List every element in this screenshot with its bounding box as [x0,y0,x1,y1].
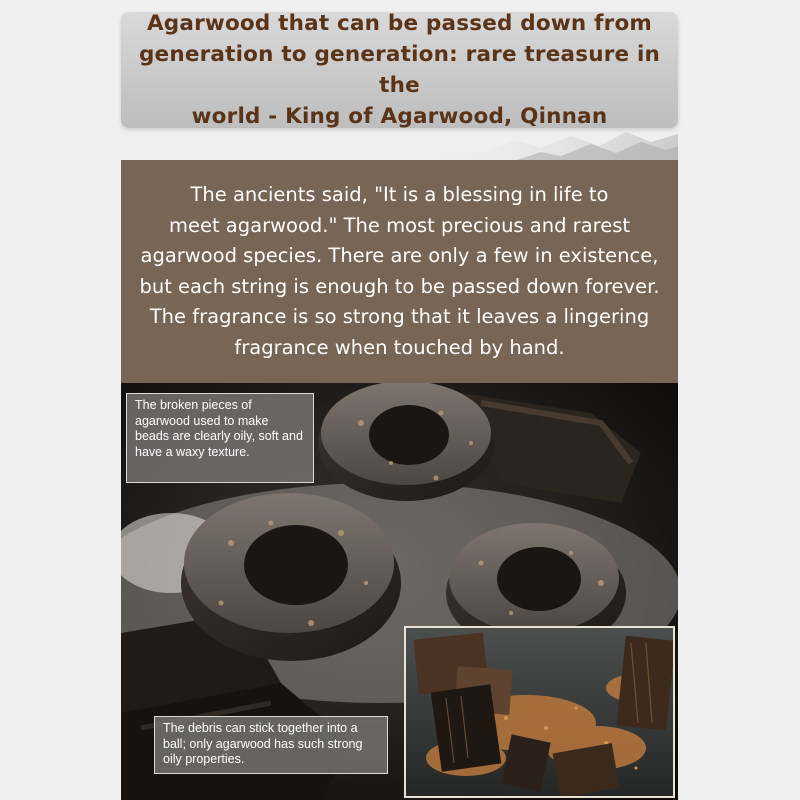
page-title [135,8,664,132]
title-line-3: world - King of Agarwood, Qinnan [191,104,608,129]
caption-debris-ball: The debris can stick together into a ball; only agarwood has such strong oily properties. [154,716,388,774]
intro-text: The ancients said, "It is a blessing in life to meet agarwood." The most precious and rarest agarwood species. There are only a few in existence, but each string is enough to be passed down forever. The fragrance is so strong that it leaves a lingering fragrance when touched by hand. [139,183,660,359]
intro-panel [121,160,678,383]
title-line-2: generation to generation: rare treasure in the [138,42,661,98]
caption-oily-pieces: The broken pieces of agarwood used to make beads are clearly oily, soft and have a waxy texture. [126,393,314,483]
title-banner [121,12,678,128]
title-line-1: Agarwood that can be passed down from [146,11,653,36]
ink-mountain-decoration [121,120,678,162]
agarwood-debris-inset-photo [404,626,675,798]
